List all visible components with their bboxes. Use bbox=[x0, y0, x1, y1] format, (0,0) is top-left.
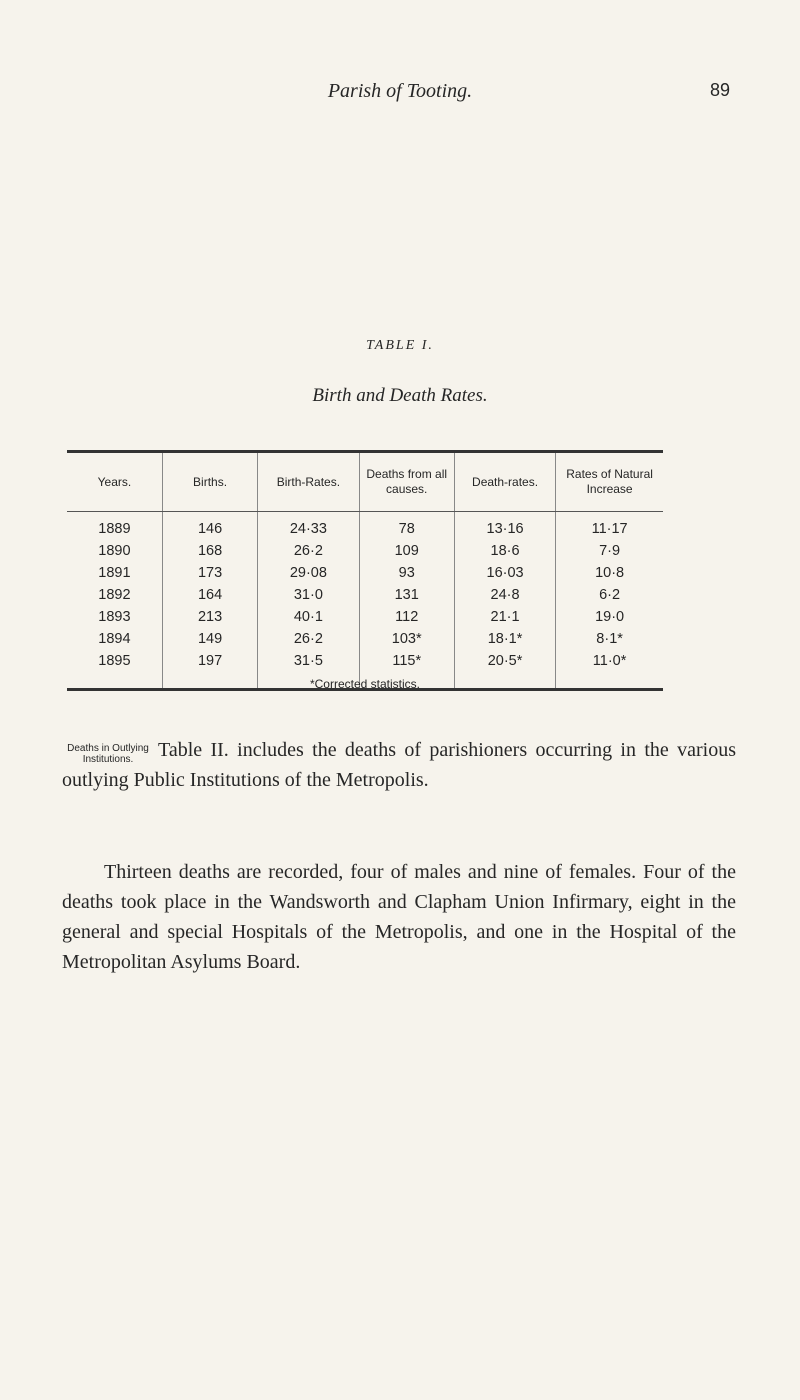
page-header bbox=[70, 80, 730, 110]
cell-death-rate: 18·1* bbox=[454, 628, 555, 650]
cell-deaths: 78 bbox=[359, 512, 454, 541]
page-number: 89 bbox=[709, 80, 730, 100]
column-header-births: Births. bbox=[162, 452, 257, 512]
table-title: Birth and Death Rates. bbox=[312, 385, 488, 406]
cell-death-rate: 16·03 bbox=[454, 562, 555, 584]
cell-births: 146 bbox=[162, 512, 257, 541]
cell-natural-increase: 8·1* bbox=[556, 628, 663, 650]
paragraph-deaths-recorded: Thirteen deaths are recorded, four of males and nine of females. Four of the deaths took place in the Wandsworth and Clapham Union Infirmary, eight in the general and special Hospitals of the Metropolis, and one in the Hospital of the Metropolitan Asylums Board. bbox=[62, 861, 736, 973]
table-row bbox=[67, 584, 663, 606]
cell-birth-rate: 31·0 bbox=[258, 584, 359, 606]
cell-natural-increase: 6·2 bbox=[556, 584, 663, 606]
cell-birth-rate: 29·08 bbox=[258, 562, 359, 584]
birth-death-rates-table bbox=[67, 450, 663, 691]
cell-year: 1889 bbox=[98, 521, 131, 537]
cell-births: 213 bbox=[162, 606, 257, 628]
cell-deaths: 109 bbox=[359, 540, 454, 562]
table-header-row bbox=[67, 452, 663, 512]
column-header-years: Years. bbox=[67, 452, 162, 512]
cell-births: 168 bbox=[162, 540, 257, 562]
cell-death-rate: 20·5* bbox=[454, 650, 555, 690]
cell-natural-increase: 11·17 bbox=[556, 512, 663, 541]
cell-births: 164 bbox=[162, 584, 257, 606]
cell-births: 173 bbox=[162, 562, 257, 584]
cell-deaths: 131 bbox=[359, 584, 454, 606]
table-row bbox=[67, 606, 663, 628]
cell-death-rate: 13·16 bbox=[454, 512, 555, 541]
cell-year: 1891 bbox=[98, 565, 131, 581]
column-header-birth-rates: Birth-Rates. bbox=[258, 452, 359, 512]
column-header-deaths: Deaths from all causes. bbox=[359, 452, 454, 512]
cell-birth-rate: 24·33 bbox=[258, 512, 359, 541]
cell-deaths: 93 bbox=[359, 562, 454, 584]
cell-natural-increase: 11·0* bbox=[556, 650, 663, 690]
cell-natural-increase: 10·8 bbox=[556, 562, 663, 584]
table-row bbox=[67, 540, 663, 562]
table-row bbox=[67, 562, 663, 584]
cell-death-rate: 21·1 bbox=[454, 606, 555, 628]
table-row bbox=[67, 628, 663, 650]
margin-note: Deaths in Outlying Institutions. bbox=[67, 743, 149, 765]
cell-year: 1892 bbox=[98, 587, 131, 603]
cell-year: 1894 bbox=[98, 631, 131, 647]
cell-year: 1895 bbox=[98, 653, 131, 669]
table-label: TABLE I. bbox=[366, 338, 434, 353]
cell-birth-rate: 26·2 bbox=[258, 628, 359, 650]
cell-natural-increase: 7·9 bbox=[556, 540, 663, 562]
cell-deaths: 115* bbox=[359, 650, 454, 690]
cell-deaths: 103* bbox=[359, 628, 454, 650]
cell-year: 1890 bbox=[98, 543, 131, 559]
cell-year: 1893 bbox=[98, 609, 131, 625]
table-footnote: *Corrected statistics. bbox=[309, 677, 421, 691]
paragraph-outlying-institutions: Table II. includes the deaths of parishioners occurring in the various outlying Public Institutions of the Metropolis. bbox=[62, 739, 736, 791]
cell-births: 197 bbox=[162, 650, 257, 690]
cell-death-rate: 24·8 bbox=[454, 584, 555, 606]
cell-deaths: 112 bbox=[359, 606, 454, 628]
column-header-death-rates: Death-rates. bbox=[454, 452, 555, 512]
cell-birth-rate: 31·5 bbox=[258, 650, 359, 690]
cell-births: 149 bbox=[162, 628, 257, 650]
cell-birth-rate: 40·1 bbox=[258, 606, 359, 628]
table-row bbox=[67, 512, 663, 541]
running-title: Parish of Tooting. bbox=[327, 80, 473, 102]
column-header-natural-increase: Rates of Natural Increase bbox=[556, 452, 663, 512]
cell-natural-increase: 19·0 bbox=[556, 606, 663, 628]
cell-birth-rate: 26·2 bbox=[258, 540, 359, 562]
cell-death-rate: 18·6 bbox=[454, 540, 555, 562]
